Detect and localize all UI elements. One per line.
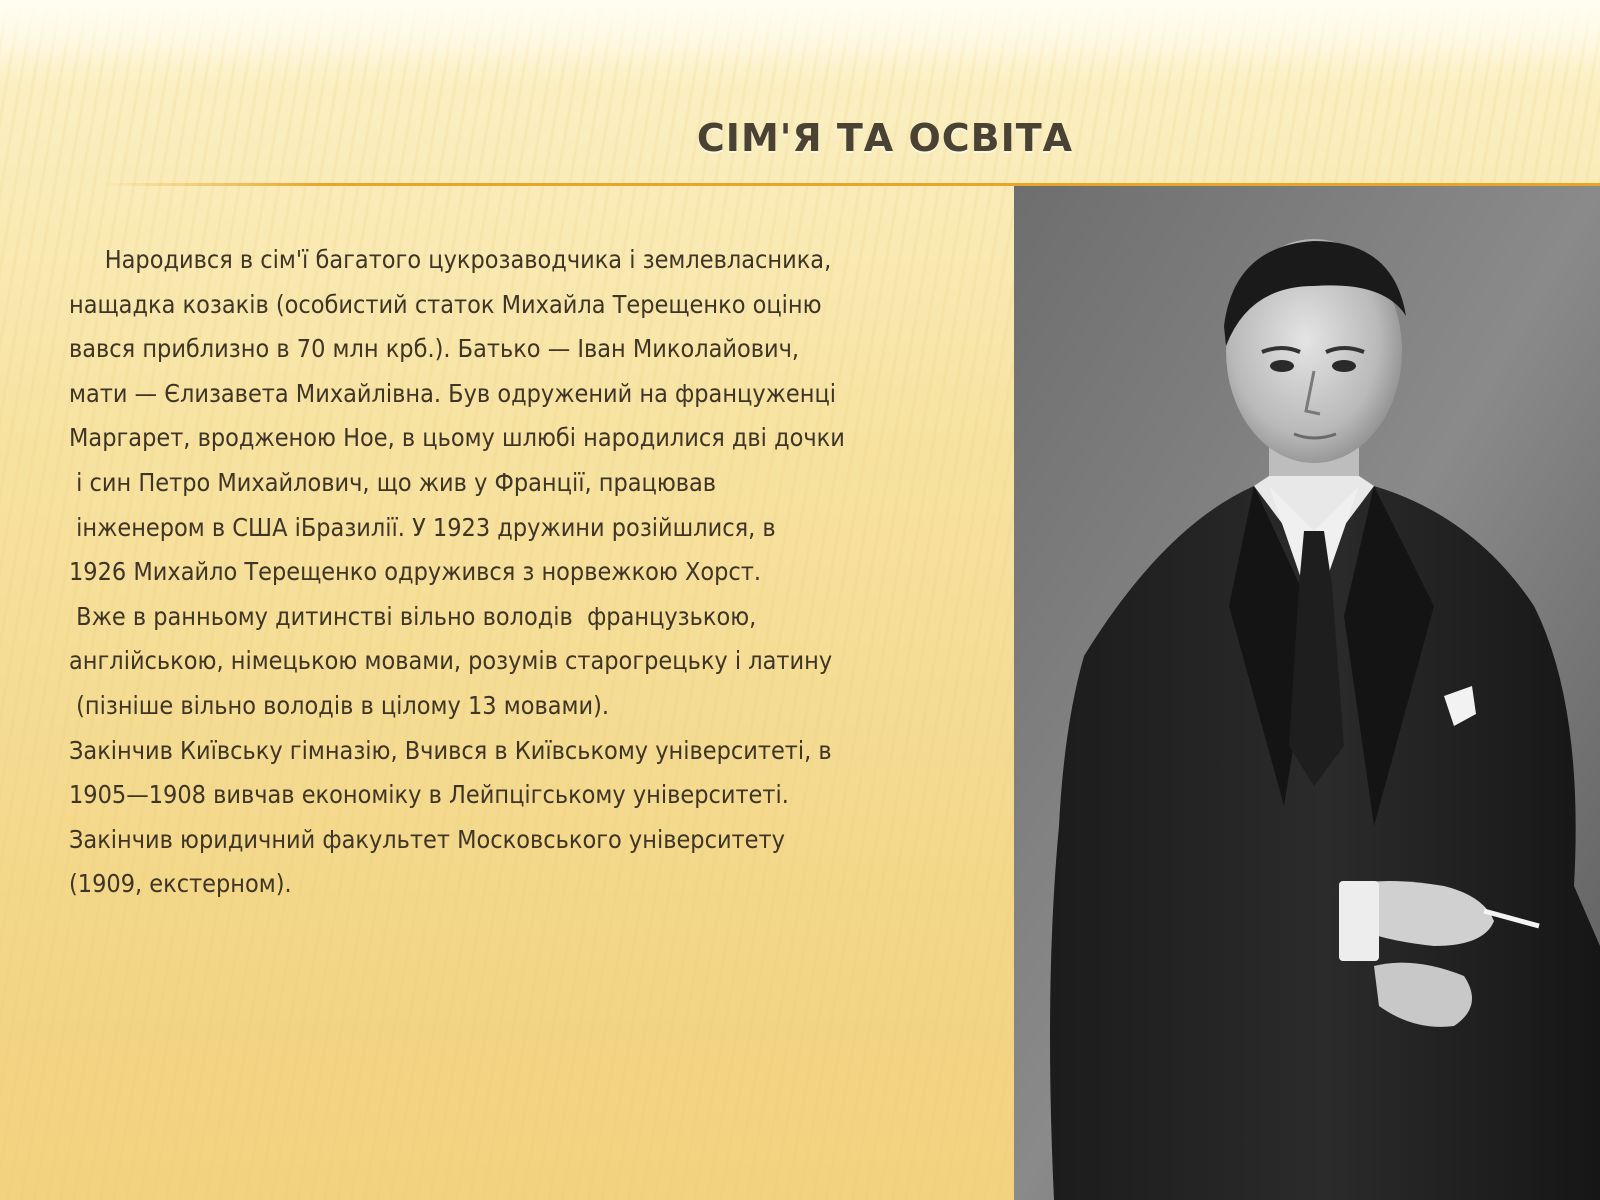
body-line: 1905—1908 вивчав економіку в Лейпцігському університеті. [69, 780, 789, 810]
portrait-photo-icon [1014, 186, 1600, 1200]
slide-title: СІМ'Я ТА ОСВІТА [696, 116, 1074, 160]
body-line: інженером в США іБразилії. У 1923 дружини розійшлися, в [69, 512, 776, 542]
body-line: Закінчив Київську гімназію, Вчився в Київському університеті, в [69, 735, 832, 765]
body-line: (1909, екстерном). [69, 869, 292, 899]
portrait-photo [1014, 186, 1600, 1200]
slide-body-text [69, 238, 969, 907]
body-line: мати — Єлизавета Михайлівна. Був одружений на француженці [69, 378, 837, 408]
body-line: Вже в ранньому дитинстві вільно володів французькою, [69, 601, 757, 631]
body-line: вався приблизно в 70 млн крб.). Батько — Іван Миколайович, [69, 334, 800, 364]
body-line: англійською, німецькою мовами, розумів старогрецьку і латину [69, 646, 833, 676]
background-top-fade [0, 0, 1600, 70]
body-line: (пізніше вільно володів в цілому 13 мовами). [69, 690, 609, 720]
body-line: 1926 Михайло Терещенко одружився з норвежкою Хорст. [69, 557, 762, 587]
body-line: Закінчив юридичний факультет Московського університету [69, 824, 785, 854]
body-line: Народився в сім'ї багатого цукрозаводчика і землевласника, [69, 245, 832, 274]
body-line: нащадка козаків (особистий статок Михайла Терещенко оціню [69, 289, 822, 319]
body-line: Маргарет, вродженою Ное, в цьому шлюбі народилися дві дочки [69, 423, 845, 453]
body-line: і син Петро Михайлович, що жив у Франції, працював [69, 467, 717, 497]
